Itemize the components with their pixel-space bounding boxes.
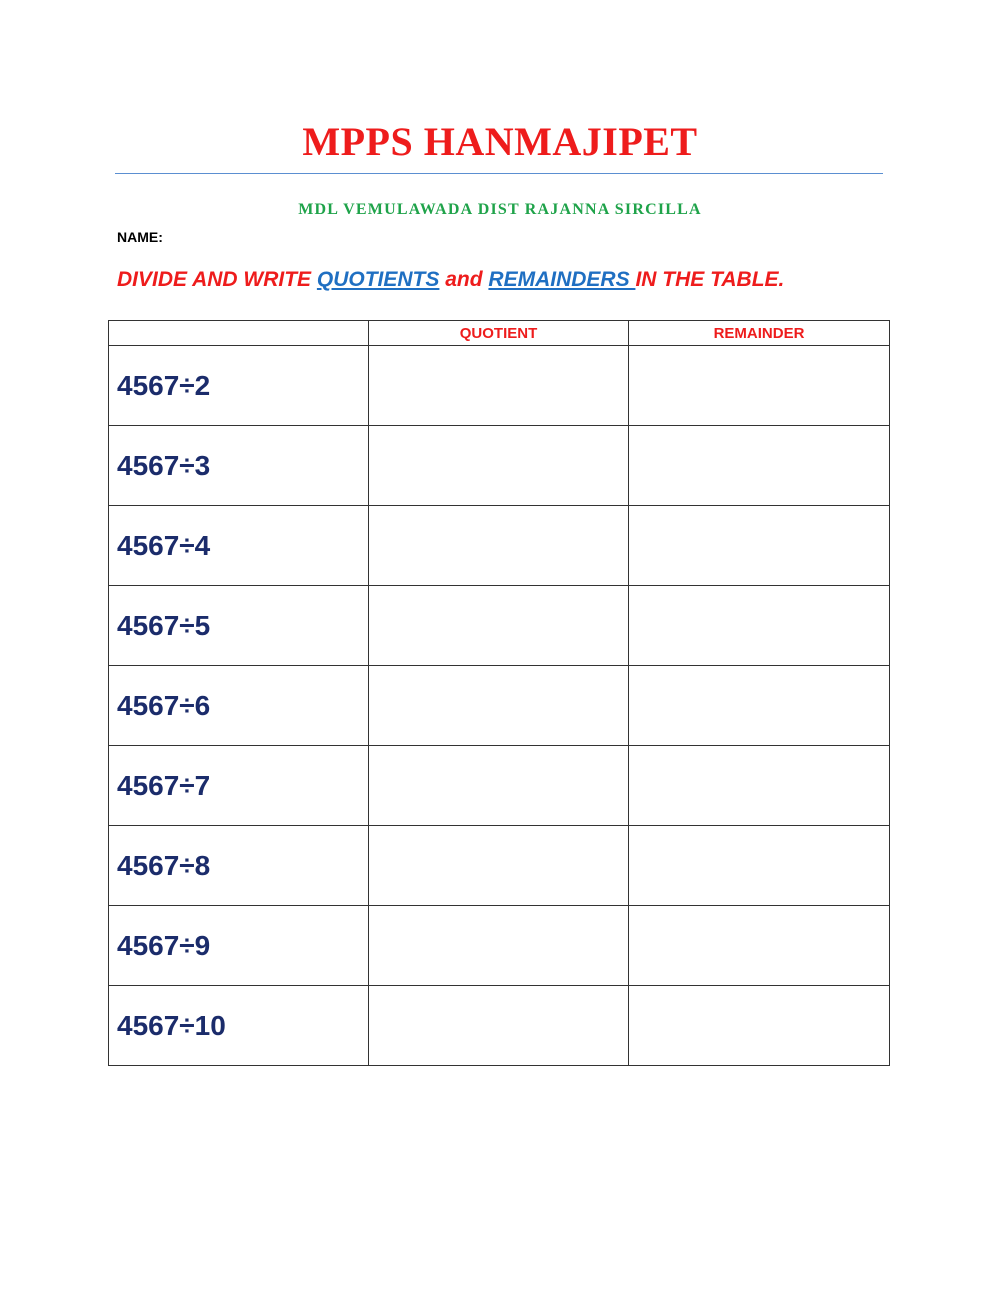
page-title: MPPS HANMAJIPET (302, 119, 698, 164)
instruction-text (117, 268, 784, 292)
quotient-answer-cell[interactable] (369, 986, 629, 1066)
problem-cell: 4567÷5 (109, 586, 369, 666)
remainder-answer-cell[interactable] (629, 986, 890, 1066)
problem-cell: 4567÷4 (109, 506, 369, 586)
problem-cell: 4567÷8 (109, 826, 369, 906)
instruction-remainders-link: REMAINDERS (488, 268, 636, 291)
table-row (109, 426, 890, 506)
remainder-answer-cell[interactable] (629, 506, 890, 586)
quotient-answer-cell[interactable] (369, 826, 629, 906)
table-row (109, 826, 890, 906)
table-row (109, 506, 890, 586)
remainder-answer-cell[interactable] (629, 346, 890, 426)
division-table (108, 320, 890, 1066)
name-label: NAME: (117, 229, 163, 245)
quotient-answer-cell[interactable] (369, 506, 629, 586)
page-subtitle: MDL VEMULAWADA DIST RAJANNA SIRCILLA (298, 201, 702, 218)
problem-cell: 4567÷10 (109, 986, 369, 1066)
table-row (109, 586, 890, 666)
table-row (109, 346, 890, 426)
instruction-part-2: and (439, 268, 489, 291)
remainder-answer-cell[interactable] (629, 746, 890, 826)
table-row (109, 986, 890, 1066)
title-divider (115, 173, 883, 174)
problem-cell: 4567÷3 (109, 426, 369, 506)
remainder-answer-cell[interactable] (629, 586, 890, 666)
problem-cell: 4567÷2 (109, 346, 369, 426)
quotient-answer-cell[interactable] (369, 426, 629, 506)
quotient-answer-cell[interactable] (369, 346, 629, 426)
instruction-part-1: DIVIDE AND WRITE (117, 268, 317, 291)
header-remainder-cell: REMAINDER (629, 321, 890, 346)
table-row (109, 666, 890, 746)
problem-cell: 4567÷9 (109, 906, 369, 986)
problem-cell: 4567÷6 (109, 666, 369, 746)
quotient-answer-cell[interactable] (369, 666, 629, 746)
instruction-quotients-link: QUOTIENTS (316, 268, 440, 291)
remainder-answer-cell[interactable] (629, 666, 890, 746)
quotient-answer-cell[interactable] (369, 906, 629, 986)
remainder-answer-cell[interactable] (629, 426, 890, 506)
table-row (109, 746, 890, 826)
instruction-part-3: IN THE TABLE. (635, 268, 785, 291)
remainder-answer-cell[interactable] (629, 906, 890, 986)
quotient-answer-cell[interactable] (369, 746, 629, 826)
remainder-answer-cell[interactable] (629, 826, 890, 906)
header-problem-cell (109, 321, 369, 346)
header-quotient-cell: QUOTIENT (369, 321, 629, 346)
problem-cell: 4567÷7 (109, 746, 369, 826)
table-header-row (109, 321, 890, 346)
table-row (109, 906, 890, 986)
quotient-answer-cell[interactable] (369, 586, 629, 666)
